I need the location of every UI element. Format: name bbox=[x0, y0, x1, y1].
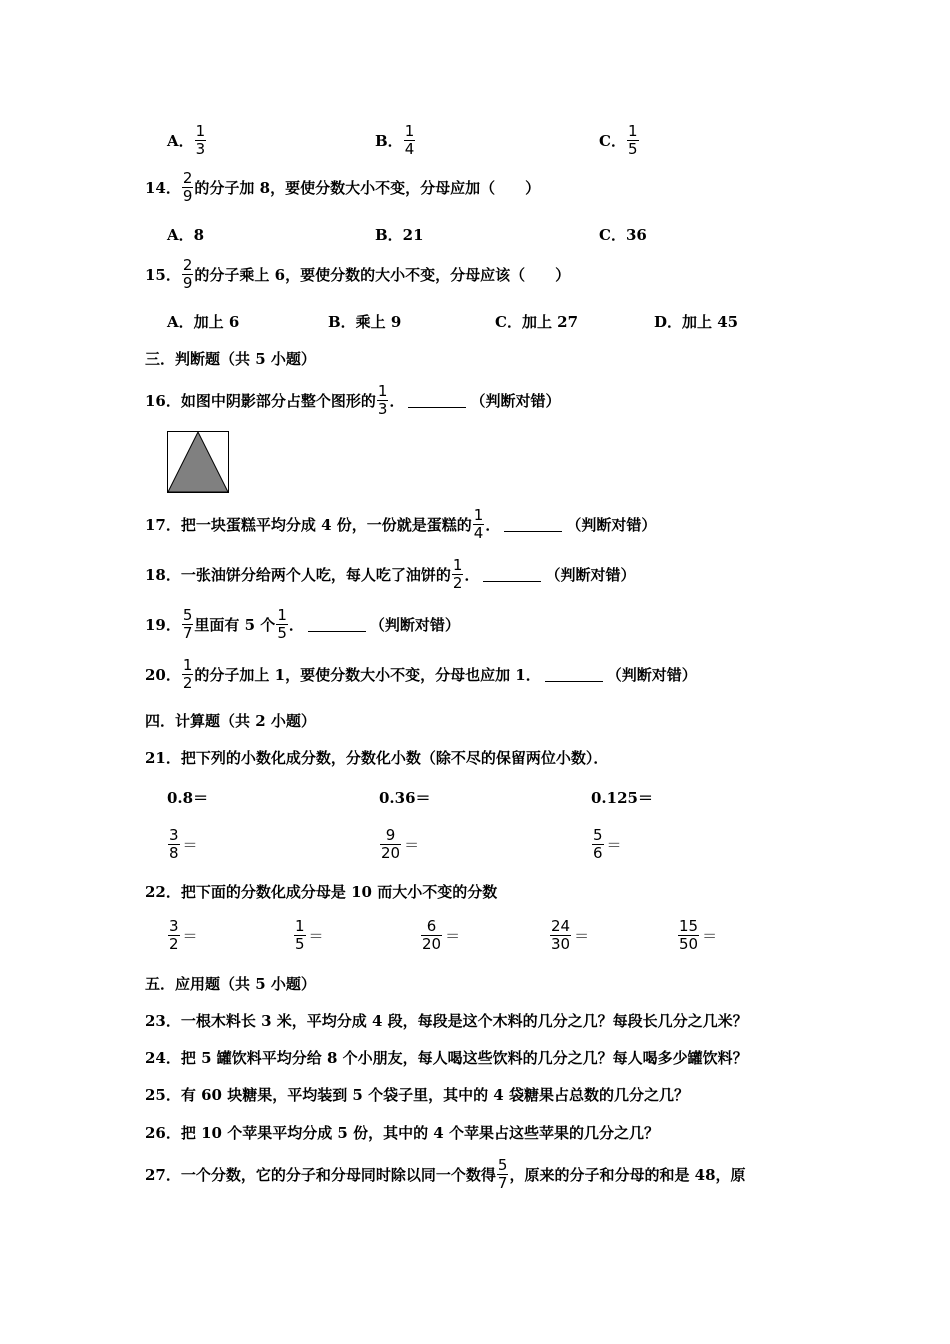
fraction: $\frac{1}{3}$ bbox=[195, 121, 206, 158]
question-24: 24．把 5 罐饮料平均分给 8 个小朋友，每人喝这些饮料的几分之几？每人喝多少罐饮料？ bbox=[145, 1048, 748, 1067]
question-19: 19． $\frac{5}{7}$ 里面有 5 个 $\frac{1}{5}$ ． （判断对错） bbox=[145, 605, 460, 642]
fraction: $\frac{6}{20}$ bbox=[422, 916, 442, 953]
answer-blank[interactable] bbox=[545, 667, 603, 682]
q22-fraction-2: $\frac{1}{5}$ ＝ bbox=[295, 916, 324, 953]
question-26: 26．把 10 个苹果平均分成 5 份，其中的 4 个苹果占这些苹果的几分之几？ bbox=[145, 1123, 659, 1142]
q15-option-a: A．加上 6 bbox=[167, 312, 240, 331]
q21-decimal-3: 0.125＝ bbox=[591, 788, 653, 807]
section-heading-5: 五．应用题（共 5 小题） bbox=[145, 974, 316, 993]
section-heading-3: 三．判断题（共 5 小题） bbox=[145, 349, 316, 368]
fraction: $\frac{1}{4}$ bbox=[473, 505, 484, 542]
fraction: $\frac{24}{30}$ bbox=[551, 916, 571, 953]
q16-figure bbox=[167, 431, 229, 493]
q13-option-a: A． $\frac{1}{3}$ bbox=[167, 121, 206, 158]
fraction: $\frac{1}{5}$ bbox=[295, 916, 305, 953]
section-heading-4: 四．计算题（共 2 小题） bbox=[145, 711, 316, 730]
fraction: $\frac{1}{5}$ bbox=[277, 605, 287, 642]
answer-blank[interactable] bbox=[504, 517, 562, 532]
q15-option-b: B．乘上 9 bbox=[328, 312, 402, 331]
fraction: $\frac{5}{7}$ bbox=[182, 605, 193, 642]
q21-fraction-1: $\frac{3}{8}$ ＝ bbox=[169, 825, 198, 862]
q22-fraction-4: $\frac{24}{30}$ ＝ bbox=[551, 916, 590, 953]
fraction: $\frac{2}{9}$ bbox=[182, 168, 193, 205]
fraction: $\frac{1}{5}$ bbox=[627, 121, 638, 158]
answer-blank[interactable] bbox=[408, 393, 466, 408]
q22-fraction-3: $\frac{6}{20}$ ＝ bbox=[422, 916, 461, 953]
q21-decimal-2: 0.36＝ bbox=[379, 788, 431, 807]
fraction: $\frac{3}{2}$ bbox=[169, 916, 179, 953]
q21-decimal-1: 0.8＝ bbox=[167, 788, 209, 807]
fraction: $\frac{5}{7}$ bbox=[497, 1155, 508, 1192]
fraction: $\frac{9}{20}$ bbox=[381, 825, 401, 862]
q14-option-a: A．8 bbox=[167, 225, 205, 244]
question-20: 20． $\frac{1}{2}$ 的分子加上 1，要使分数大小不变，分母也应加 1． （判断对错） bbox=[145, 655, 697, 692]
answer-blank[interactable] bbox=[483, 567, 541, 582]
question-18: 18．一张油饼分给两个人吃，每人吃了油饼的 $\frac{1}{2}$ ． （判断对错） bbox=[145, 555, 636, 592]
q13-option-c: C． $\frac{1}{5}$ bbox=[599, 121, 638, 158]
fraction: $\frac{3}{8}$ bbox=[169, 825, 179, 862]
q22-fraction-5: $\frac{15}{50}$ ＝ bbox=[679, 916, 718, 953]
q15-option-d: D．加上 45 bbox=[654, 312, 739, 331]
fraction: $\frac{1}{2}$ bbox=[182, 655, 193, 692]
q14-option-c: C．36 bbox=[599, 225, 647, 244]
fraction: $\frac{15}{50}$ bbox=[679, 916, 699, 953]
question-27: 27．一个分数，它的分子和分母同时除以同一个数得 $\frac{5}{7}$ ，原来的分子和分母的和是 48，原 bbox=[145, 1155, 746, 1192]
fraction: $\frac{1}{2}$ bbox=[452, 555, 463, 592]
question-15: 15． $\frac{2}{9}$ 的分子乘上 6，要使分数的大小不变，分母应该（ ） bbox=[145, 255, 571, 292]
fraction: $\frac{1}{4}$ bbox=[404, 121, 415, 158]
question-16: 16．如图中阴影部分占整个图形的 $\frac{1}{3}$ ． （判断对错） bbox=[145, 381, 561, 418]
q22-fraction-1: $\frac{3}{2}$ ＝ bbox=[169, 916, 198, 953]
fraction: $\frac{5}{6}$ bbox=[593, 825, 603, 862]
question-21: 21．把下列的小数化成分数，分数化小数（除不尽的保留两位小数）． bbox=[145, 748, 609, 767]
answer-blank[interactable] bbox=[308, 617, 366, 632]
q21-fraction-3: $\frac{5}{6}$ ＝ bbox=[593, 825, 622, 862]
q14-option-b: B．21 bbox=[375, 225, 424, 244]
question-23: 23．一根木料长 3 米，平均分成 4 段，每段是这个木料的几分之几？每段长几分之几米？ bbox=[145, 1011, 748, 1030]
q15-option-c: C．加上 27 bbox=[495, 312, 579, 331]
question-25: 25．有 60 块糖果，平均装到 5 个袋子里，其中的 4 袋糖果占总数的几分之几？ bbox=[145, 1085, 689, 1104]
fraction: $\frac{1}{3}$ bbox=[377, 381, 388, 418]
fraction: $\frac{2}{9}$ bbox=[182, 255, 193, 292]
question-22: 22．把下面的分数化成分母是 10 而大小不变的分数 bbox=[145, 882, 498, 901]
shaded-triangle bbox=[168, 432, 228, 492]
question-14: 14． $\frac{2}{9}$ 的分子加 8，要使分数大小不变，分母应加（ ） bbox=[145, 168, 541, 205]
q21-fraction-2: $\frac{9}{20}$ ＝ bbox=[381, 825, 420, 862]
q13-option-b: B． $\frac{1}{4}$ bbox=[375, 121, 415, 158]
question-17: 17．把一块蛋糕平均分成 4 份，一份就是蛋糕的 $\frac{1}{4}$ ． （判断对错） bbox=[145, 505, 657, 542]
